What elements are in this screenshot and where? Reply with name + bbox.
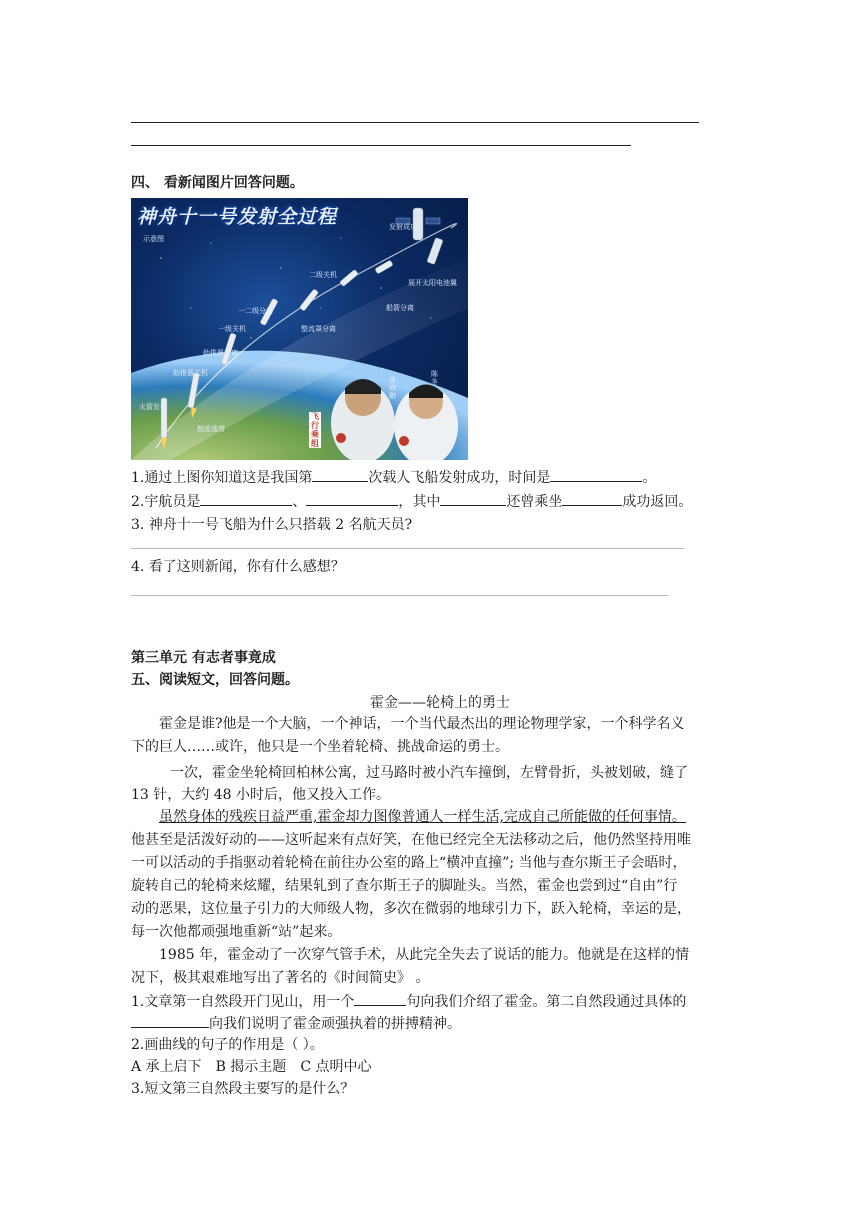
answer-blank[interactable] xyxy=(440,490,506,506)
answer-blank[interactable] xyxy=(200,490,292,506)
label-ship-separation: 船箭分离 xyxy=(386,304,414,312)
label-solar-panel: 展开太阳电池翼 xyxy=(408,279,457,287)
label-booster-shutdown: 助推器关机 xyxy=(173,369,208,377)
answer-line xyxy=(131,122,699,123)
label-stage2-shutdown: 二级关机 xyxy=(309,271,337,279)
answer-blank[interactable] xyxy=(550,466,642,482)
options-row xyxy=(131,1057,371,1077)
unit-heading: 第三单元 有志者事竟成 xyxy=(131,650,276,666)
paragraph-1-line-1: 霍金是谁?他是一个大脑，一个神话，一个当代最杰出的理论物理学家，一个科学名义 xyxy=(159,716,685,732)
paragraph-2-line-1: 一次，霍金坐轮椅回柏林公寓，过马路时被小汽车撞倒，左臂骨折，头被划破，缝了 xyxy=(170,765,688,781)
section-heading-4: 四、 看新闻图片回答问题。 xyxy=(131,175,304,191)
label-booster-separation: 助推器分离 xyxy=(203,349,238,357)
paragraph-3-line-4: 动的恶果，这位量子引力的大师级人物，多次在微弱的地球引力下，跃入轮椅，幸运的是， xyxy=(131,901,691,917)
question-4-4: 4. 看了这则新闻，你有什么感想？ xyxy=(131,559,345,575)
paragraph-1-line-2: 下的巨人……或许，他只是一个坐着轮椅、挑战命运的勇士。 xyxy=(131,739,509,755)
section-heading-5: 五、阅读短文，回答问题。 xyxy=(131,672,299,688)
question-4-3: 3. 神舟十一号飞船为什么只搭载 2 名航天员? xyxy=(131,517,413,533)
answer-blank[interactable] xyxy=(131,1012,209,1028)
paragraph-4-line-1: 1985 年，霍金动了一次穿气管手术，从此完全失去了说话的能力。他就是在这样的情 xyxy=(159,947,690,963)
question-5-1: 1.文章第一自然段开门见山，用一个 句向我们介绍了霍金。第二自然段通过具体的 xyxy=(131,990,686,1012)
answer-line xyxy=(131,548,684,549)
option-b[interactable]: B 揭示主题 xyxy=(215,1059,287,1075)
paragraph-3-line-5: 每一次他都顽强地重新“站”起来。 xyxy=(131,924,342,940)
label-fairing-separation: 整流罩分离 xyxy=(301,325,336,333)
label-astronaut2: 陈冬 xyxy=(431,370,438,386)
label-diagram: 示意图 xyxy=(143,235,164,243)
paragraph-3-line-3: 旋转自己的轮椅来炫耀，结果轧到了查尔斯王子的脚趾头。当然，霍金也尝到过“自由”行 xyxy=(131,878,678,894)
answer-blank[interactable] xyxy=(354,990,406,1006)
option-a[interactable]: A 承上启下 xyxy=(131,1059,202,1075)
image-title: 神舟十一号发射全过程 xyxy=(137,206,338,228)
paragraph-3-line-2: 一可以活动的手指驱动着轮椅在前往办公室的路上“横冲直撞”; 当他与查尔斯王子会晤时， xyxy=(131,855,687,871)
article-title: 霍金——轮椅上的勇士 xyxy=(370,695,510,711)
question-5-3: 3.短文第三自然段主要写的是什么？ xyxy=(131,1081,355,1097)
news-image xyxy=(131,198,468,460)
label-astronaut1: 景海鹏 xyxy=(389,376,396,400)
label-stage1-shutdown: 一级关机 xyxy=(218,325,246,333)
question-4-1: 1.通过上图你知道这是我国第 次载人飞船发射成功，时间是 。 xyxy=(131,466,656,488)
label-rocket-launch: 火箭发射 xyxy=(139,403,167,411)
question-4-2: 2.宇航员是 、 ，其中 还曾乘坐 成功返回。 xyxy=(131,490,692,512)
paragraph-4-line-2: 况下，极其艰难地写出了著名的《时间简史》 。 xyxy=(131,970,430,986)
launch-diagram-art xyxy=(131,198,468,460)
answer-blank[interactable] xyxy=(306,490,398,506)
paragraph-2-line-2: 13 针，大约 48 小时后，他又投入工作。 xyxy=(131,787,390,803)
label-escape-tower: 抛逃逸塔 xyxy=(197,425,225,433)
answer-blank[interactable] xyxy=(312,466,368,482)
answer-line xyxy=(131,595,668,596)
question-5-1-cont: 向我们说明了霍金顽强执着的拼搏精神。 xyxy=(131,1012,461,1034)
label-stage12-separation: 一二级分离 xyxy=(238,307,273,315)
crew-tag: 飞行乘组 xyxy=(311,412,319,448)
paragraph-3-line-1: 他甚至是活泼好动的——这听起来有点好笑，在他已经完全无法移动之后，他仍然坚持用唯 xyxy=(131,832,691,848)
answer-blank[interactable] xyxy=(562,490,622,506)
underlined-sentence: 虽然身体的残疾日益严重,霍金却力图像普通人一样生活,完成自己所能做的任何事情。 xyxy=(159,809,686,825)
question-5-2: 2.画曲线的句子的作用是（ ）。 xyxy=(131,1037,324,1053)
answer-line xyxy=(131,145,631,146)
option-c[interactable]: C 点明中心 xyxy=(300,1059,372,1075)
label-launch-success: 发射成功 xyxy=(389,223,417,231)
